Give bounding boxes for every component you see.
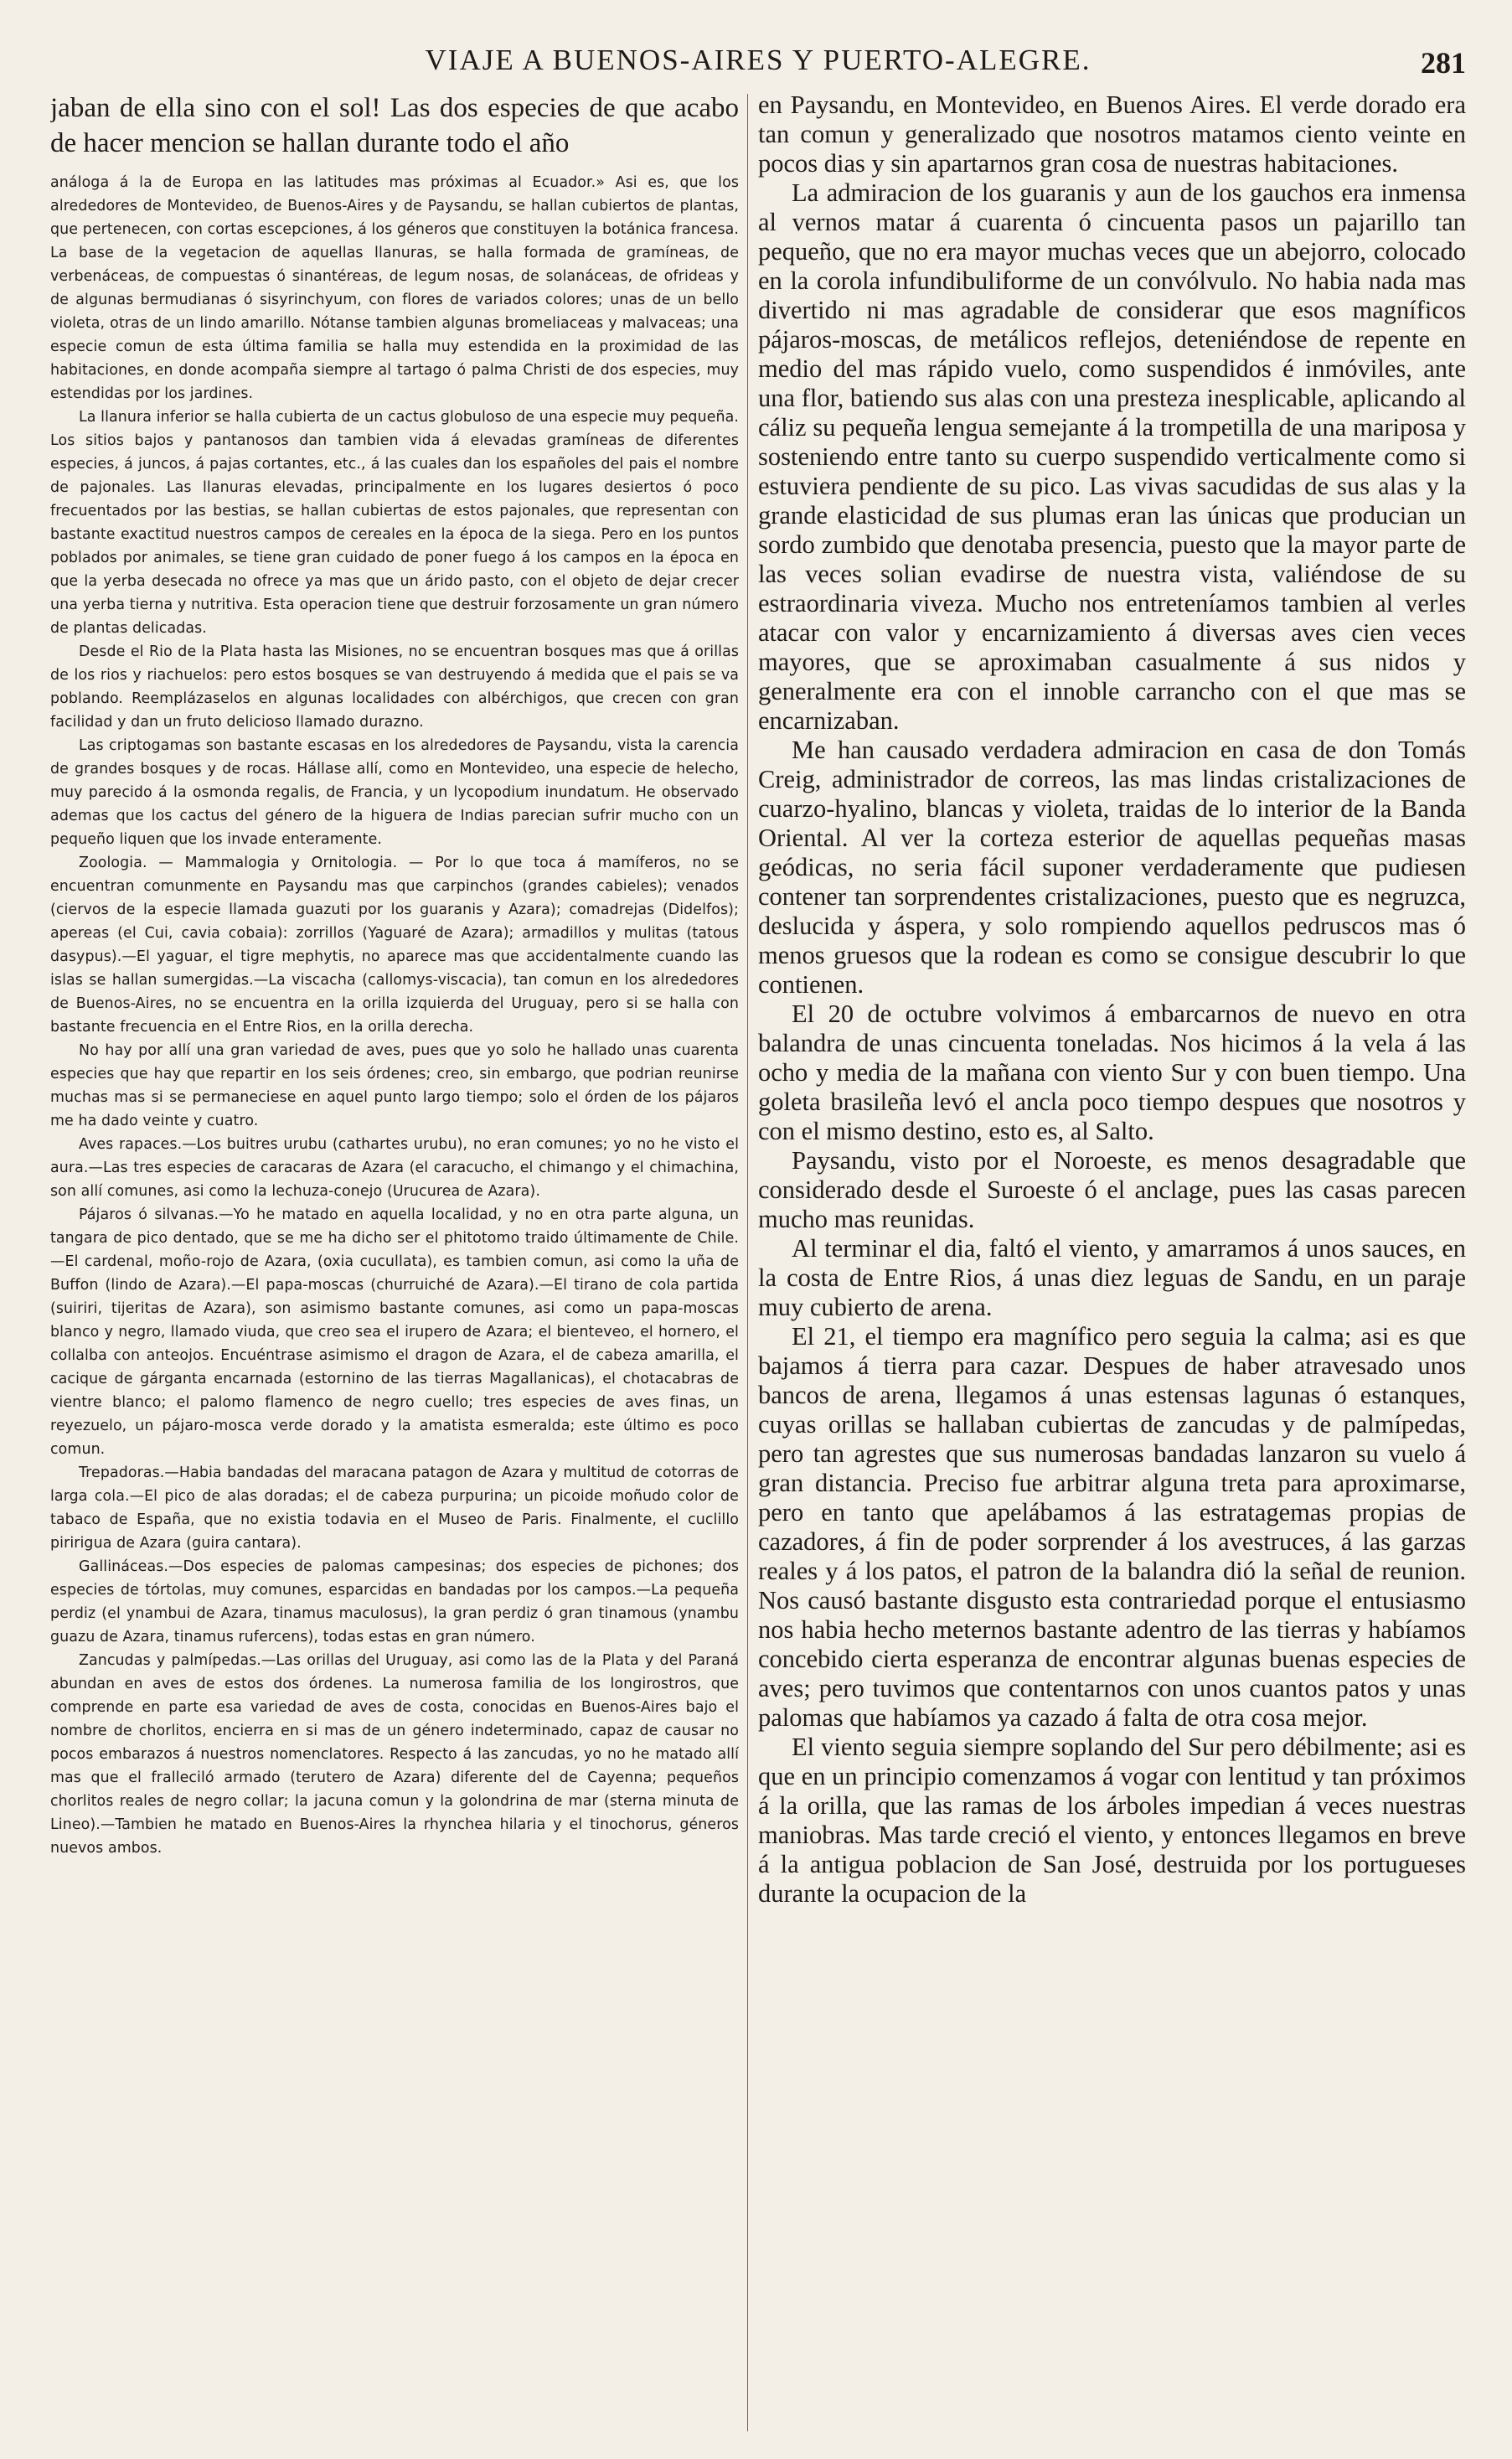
left-paragraph: La llanura inferior se halla cubierta de un cactus globuloso de una especie muy pequeña. Los sitios bajos y pantanosos dan tambien vida á elevadas gramíneas de diferentes especies, á juncos, á pajas cortantes, etc., á las cuales dan los españoles del pais el nombre de pajonales. Las llanuras elevadas, principalmente en los lugares desiertos ó poco frecuentados por las bestias, se hallan cubiertas de estos pajonales, que representan con bastante exactitud nuestros campos de cereales en la época de la siega. Pero en los puntos poblados por animales, se tiene gran cuidado de poner fuego á los campos en la época en que la yerba desecada no ofrece ya mas que un árido pasto, con el objeto de dejar crecer una yerba tierna y nutritiva. Esta operacion tiene que destruir forzosamente un gran número de plantas delicadas. (50, 409, 739, 637)
left-paragraph: Desde el Rio de la Plata hasta las Misiones, no se encuentran bosques mas que á orillas de los rios y riachuelos: pero estos bosques se van destruyendo á medida que el pais se va poblando. Reemplázaselos en algunas localidades con albérchigos, que crecen con gran facilidad y dan un fruto delicioso llamado durazno. (50, 643, 739, 731)
left-paragraph: Gallináceas.—Dos especies de palomas campesinas; dos especies de pichones; dos especies de tórtolas, muy comunes, esparcidas en bandadas por los campos.—La pequeña perdiz (el ynambui de Azara, tinamus maculosus), la gran perdiz ó gran tinamous (ynambu guazu de Azara, tinamus rufercens), todas estas en gran número. (50, 1558, 739, 1645)
running-title: VIAJE A BUENOS-AIRES Y PUERTO-ALEGRE. (425, 44, 1091, 76)
left-paragraph: Trepadoras.—Habia bandadas del maracana patagon de Azara y multitud de cotorras de larga cola.—El pico de alas doradas; el de cabeza purpurina; un picoide moñudo color de tabaco de España, que no existia todavia en el Museo de Paris. Finalmente, el cuclillo piririgua de Azara (guira cantara). (50, 1465, 739, 1552)
right-paragraph: El 21, el tiempo era magnífico pero seguia la calma; asi es que bajamos á tierra para cazar. Despues de haber atravesado unos bancos de arena, llegamos á unas estensas lagunas ó estanques, cuyas orillas se hallaban cubiertas de zancudas y de palmípedas, pero tan agrestes que sus numerosas bandadas lanzaron su vuelo á gran distancia. Preciso fue arbitrar alguna treta para aproximarse, pero en tanto que apelábamos á las estratagemas propias de cazadores, á fin de poder sorprender á los avestruces, á las garzas reales y á los patos, el patron de la balandra dió la señal de reunion. Nos causó bastante disgusto esta contrariedad porque el entusiasmo nos habia hecho meternos bastante adentro de las tierras y habíamos concebido cierta esperanza de encontrar algunas buenas especies de aves; pero tuvimos que contentarnos con unos cuantos patos y unas palomas que habíamos ya cazado á falta de otra cosa mejor. (758, 1322, 1466, 1732)
right-paragraph: El 20 de octubre volvimos á embarcarnos de nuevo en otra balandra de unas cincuenta toneladas. Nos hicimos á la vela á las ocho y media de la mañana con viento Sur y con buen tiempo. Una goleta brasileña levó el ancla poco tiempo despues que nosotros y con el mismo destino, esto es, al Salto. (758, 1000, 1466, 1145)
page-number: 281 (1421, 46, 1466, 80)
left-paragraph: Las criptogamas son bastante escasas en los alrededores de Paysandu, vista la carencia de grandes bosques y de rocas. Hállase allí, como en Montevideo, una especie de helecho, muy parecido á la osmonda regalis, de Francia, y un lycopodium inundatum. He observado ademas que los cactus del género de la higuera de Indias parecian sufrir mucho con un pequeño liquen que los invade enteramente. (50, 737, 739, 848)
left-lead-text: jaban de ella sino con el sol! Las dos especies de que acabo de hacer mencion se hallan durante todo el año (50, 93, 739, 158)
right-paragraph: Me han causado verdadera admiracion en casa de don Tomás Creig, administrador de correos, las mas lindas cristalizaciones de cuarzo-hyalino, blancas y violeta, traidas de lo interior de la Banda Oriental. Al ver la corteza esterior de aquellas pequeñas masas geódicas, no seria fácil suponer verdaderamente que pudiesen contener tan sorprendentes cristalizaciones, puesto que es negruzca, deslucida y áspera, y solo rompiendo aquellos pedruscos mas ó menos gruesos que la rodean es como se consigue descubrir lo que contienen. (758, 736, 1466, 999)
left-column (50, 90, 739, 2436)
left-paragraph: análoga á la de Europa en las latitudes mas próximas al Ecuador.» Asi es, que los alrededores de Montevideo, de Buenos-Aires y de Paysandu, se hallan cubiertos de plantas, que pertenecen, con cortas escepciones, á los géneros que constituyen la botánica francesa. La base de la vegetacion de aquellas llanuras, se halla formada de gramíneas, de verbenáceas, de compuestas ó sinantéreas, de legum nosas, de solanáceas, de ofrideas y de algunas bermudianas ó sisyrinchyum, con flores de variados colores; unas de un bello violeta, otras de un lindo amarillo. Nótanse tambien algunas bromeliaceas y malvaceas; una especie comun de esta última familia se halla muy estendida en la proximidad de las habitaciones, en donde acompaña siempre al tartago ó palma Christi de dos especies, muy estendidas por los jardines. (50, 174, 739, 402)
right-paragraph: El viento seguia siempre soplando del Sur pero débilmente; asi es que en un principio comenzamos á vogar con lentitud y tan próximos á la orilla, que las ramas de los árboles impedian á veces nuestras maniobras. Mas tarde creció el viento, y entonces llegamos en breve á la antigua poblacion de San José, destruida por los portugueses durante la ocupacion de la (758, 1733, 1466, 1908)
right-paragraph: en Paysandu, en Montevideo, en Buenos Aires. El verde dorado era tan comun y generalizado que nosotros matamos ciento veinte en pocos dias y sin apartarnos gran cosa de nuestras habitaciones. (758, 90, 1466, 178)
right-paragraph: Paysandu, visto por el Noroeste, es menos desagradable que considerado desde el Suroeste ó el anclage, pues las casas parecen mucho mas reunidas. (758, 1146, 1466, 1233)
left-paragraph: Zancudas y palmípedas.—Las orillas del Uruguay, asi como las de la Plata y del Paraná abundan en aves de estos dos órdenes. La numerosa familia de los longirostros, que comprende en parte esa variedad de aves de costa, conocidas en Buenos-Aires bajo el nombre de chorlitos, encierra en si mas de un género indeterminado, capaz de causar no pocos embarazos á nuestros nomenclatores. Respecto á las zancudas, yo no he matado allí mas que el fralleciló armado (terutero de Azara) diferente del de Cayenna; pequeños chorlitos reales de negro collar; la jacuna comun y la golondrina de mar (sterna minuta de Lineo).—Tambien he matado en Buenos-Aires la rhynchea hilaria y el tinochorus, géneros nuevos ambos. (50, 1652, 739, 1857)
right-paragraph: La admiracion de los guaranis y aun de los gauchos era inmensa al vernos matar á cuarenta ó cincuenta pasos un pajarillo tan pequeño, que no era mayor muchas veces que un abejorro, colocado en la corola infundibuliforme de un convólvulo. No habia nada mas divertido ni mas agradable de considerar que esos magníficos pájaros-moscas, de metálicos reflejos, deteniéndose de repente en medio del mas rápido vuelo, como suspendidos é inmóviles, ante una flor, batiendo sus alas con una presteza inesplicable, aplicando al cáliz su pequeña lengua semejante á la trompetilla de una mariposa y sosteniendo entre tanto su cuerpo suspendido verticalmente como si estuviera pendiente de su pico. Las vivas sacudidas de sus alas y la grande elasticidad de sus plumas eran las únicas que producian un sordo zumbido que denotaba presencia, puesto que la mayor parte de las veces solian evadirse de nuestra vista, valiéndose de su estraordinaria viveza. Mucho nos entreteníamos tambien al verles atacar con valor y encarnizamiento á diversas aves cien veces mayores, que se aproximaban casualmente á sus nidos y generalmente era con el innoble carrancho con el que mas se encarnizaban. (758, 178, 1466, 735)
right-paragraph: Al terminar el dia, faltó el viento, y amarramos á unos sauces, en la costa de Entre Rios, á unas diez leguas de Sandu, en un paraje muy cubierto de arena. (758, 1234, 1466, 1321)
left-paragraph: Pájaros ó silvanas.—Yo he matado en aquella localidad, y no en otra parte alguna, un tangara de pico dentado, que se me ha dicho ser el phitotomo traido últimamente de Chile.—El cardenal, moño-rojo de Azara, (oxia cucullata), es tambien comun, asi como la uña de Buffon (lindo de Azara).—El papa-moscas (churruiché de Azara).—El tirano de cola partida (suiriri, tijeritas de Azara), son asimismo bastante comunes, asi como un papa-moscas blanco y negro, llamado viuda, que creo sea el irupero de Azara; el bienteveo, el hornero, el collalba con anteojos. Encuéntrase asimismo el dragon de Azara, el de cabeza amarilla, el cacique de gárganta encarnada (estornino de las tierras Magallanicas), el chotacabras de vientre blanco; el palomo flamenco de negro cuello; tres especies de aves finas, un reyezuelo, un pájaro-mosca verde dorado y la amatista esmeralda; este último es poco comun. (50, 1206, 739, 1458)
right-column (758, 90, 1466, 2436)
left-paragraph: Aves rapaces.—Los buitres urubu (cathartes urubu), no eran comunes; yo no he visto el aura.—Las tres especies de caracaras de Azara (el caracucho, el chimango y el chimachina, son allí comunes, asi como la lechuza-conejo (Urucurea de Azara). (50, 1136, 739, 1200)
page-header (50, 44, 1466, 94)
column-divider (747, 94, 748, 2431)
left-paragraph: Zoologia. — Mammalogia y Ornitologia. — Por lo que toca á mamíferos, no se encuentran comunmente en Paysandu mas que carpinchos (grandes cabieles); venados (ciervos de la especie llamada guazuti por los guaranis y Azara); comadrejas (Didelfos); apereas (el Cui, cavia cobaia): zorrillos (Yaguaré de Azara); armadillos y mulitas (tatous dasypus).—El yaguar, el tigre mephytis, no aparece mas que accidentalmente cuando las islas se hallan sumergidas.—La viscacha (callomys-viscacia), tan comun en los alrededores de Buenos-Aires, no se encuentra en la orilla izquierda del Uruguay, pero si se halla con bastante frecuencia en el Entre Rios, en la orilla derecha. (50, 855, 739, 1036)
left-paragraph: No hay por allí una gran variedad de aves, pues que yo solo he hallado unas cuarenta especies que hay que repartir en los seis órdenes; creo, sin embargo, que podrian reunirse muchas mas si se permaneciese en aquel punto largo tiempo; solo el órden de los pájaros me ha dado veinte y cuatro. (50, 1042, 739, 1129)
